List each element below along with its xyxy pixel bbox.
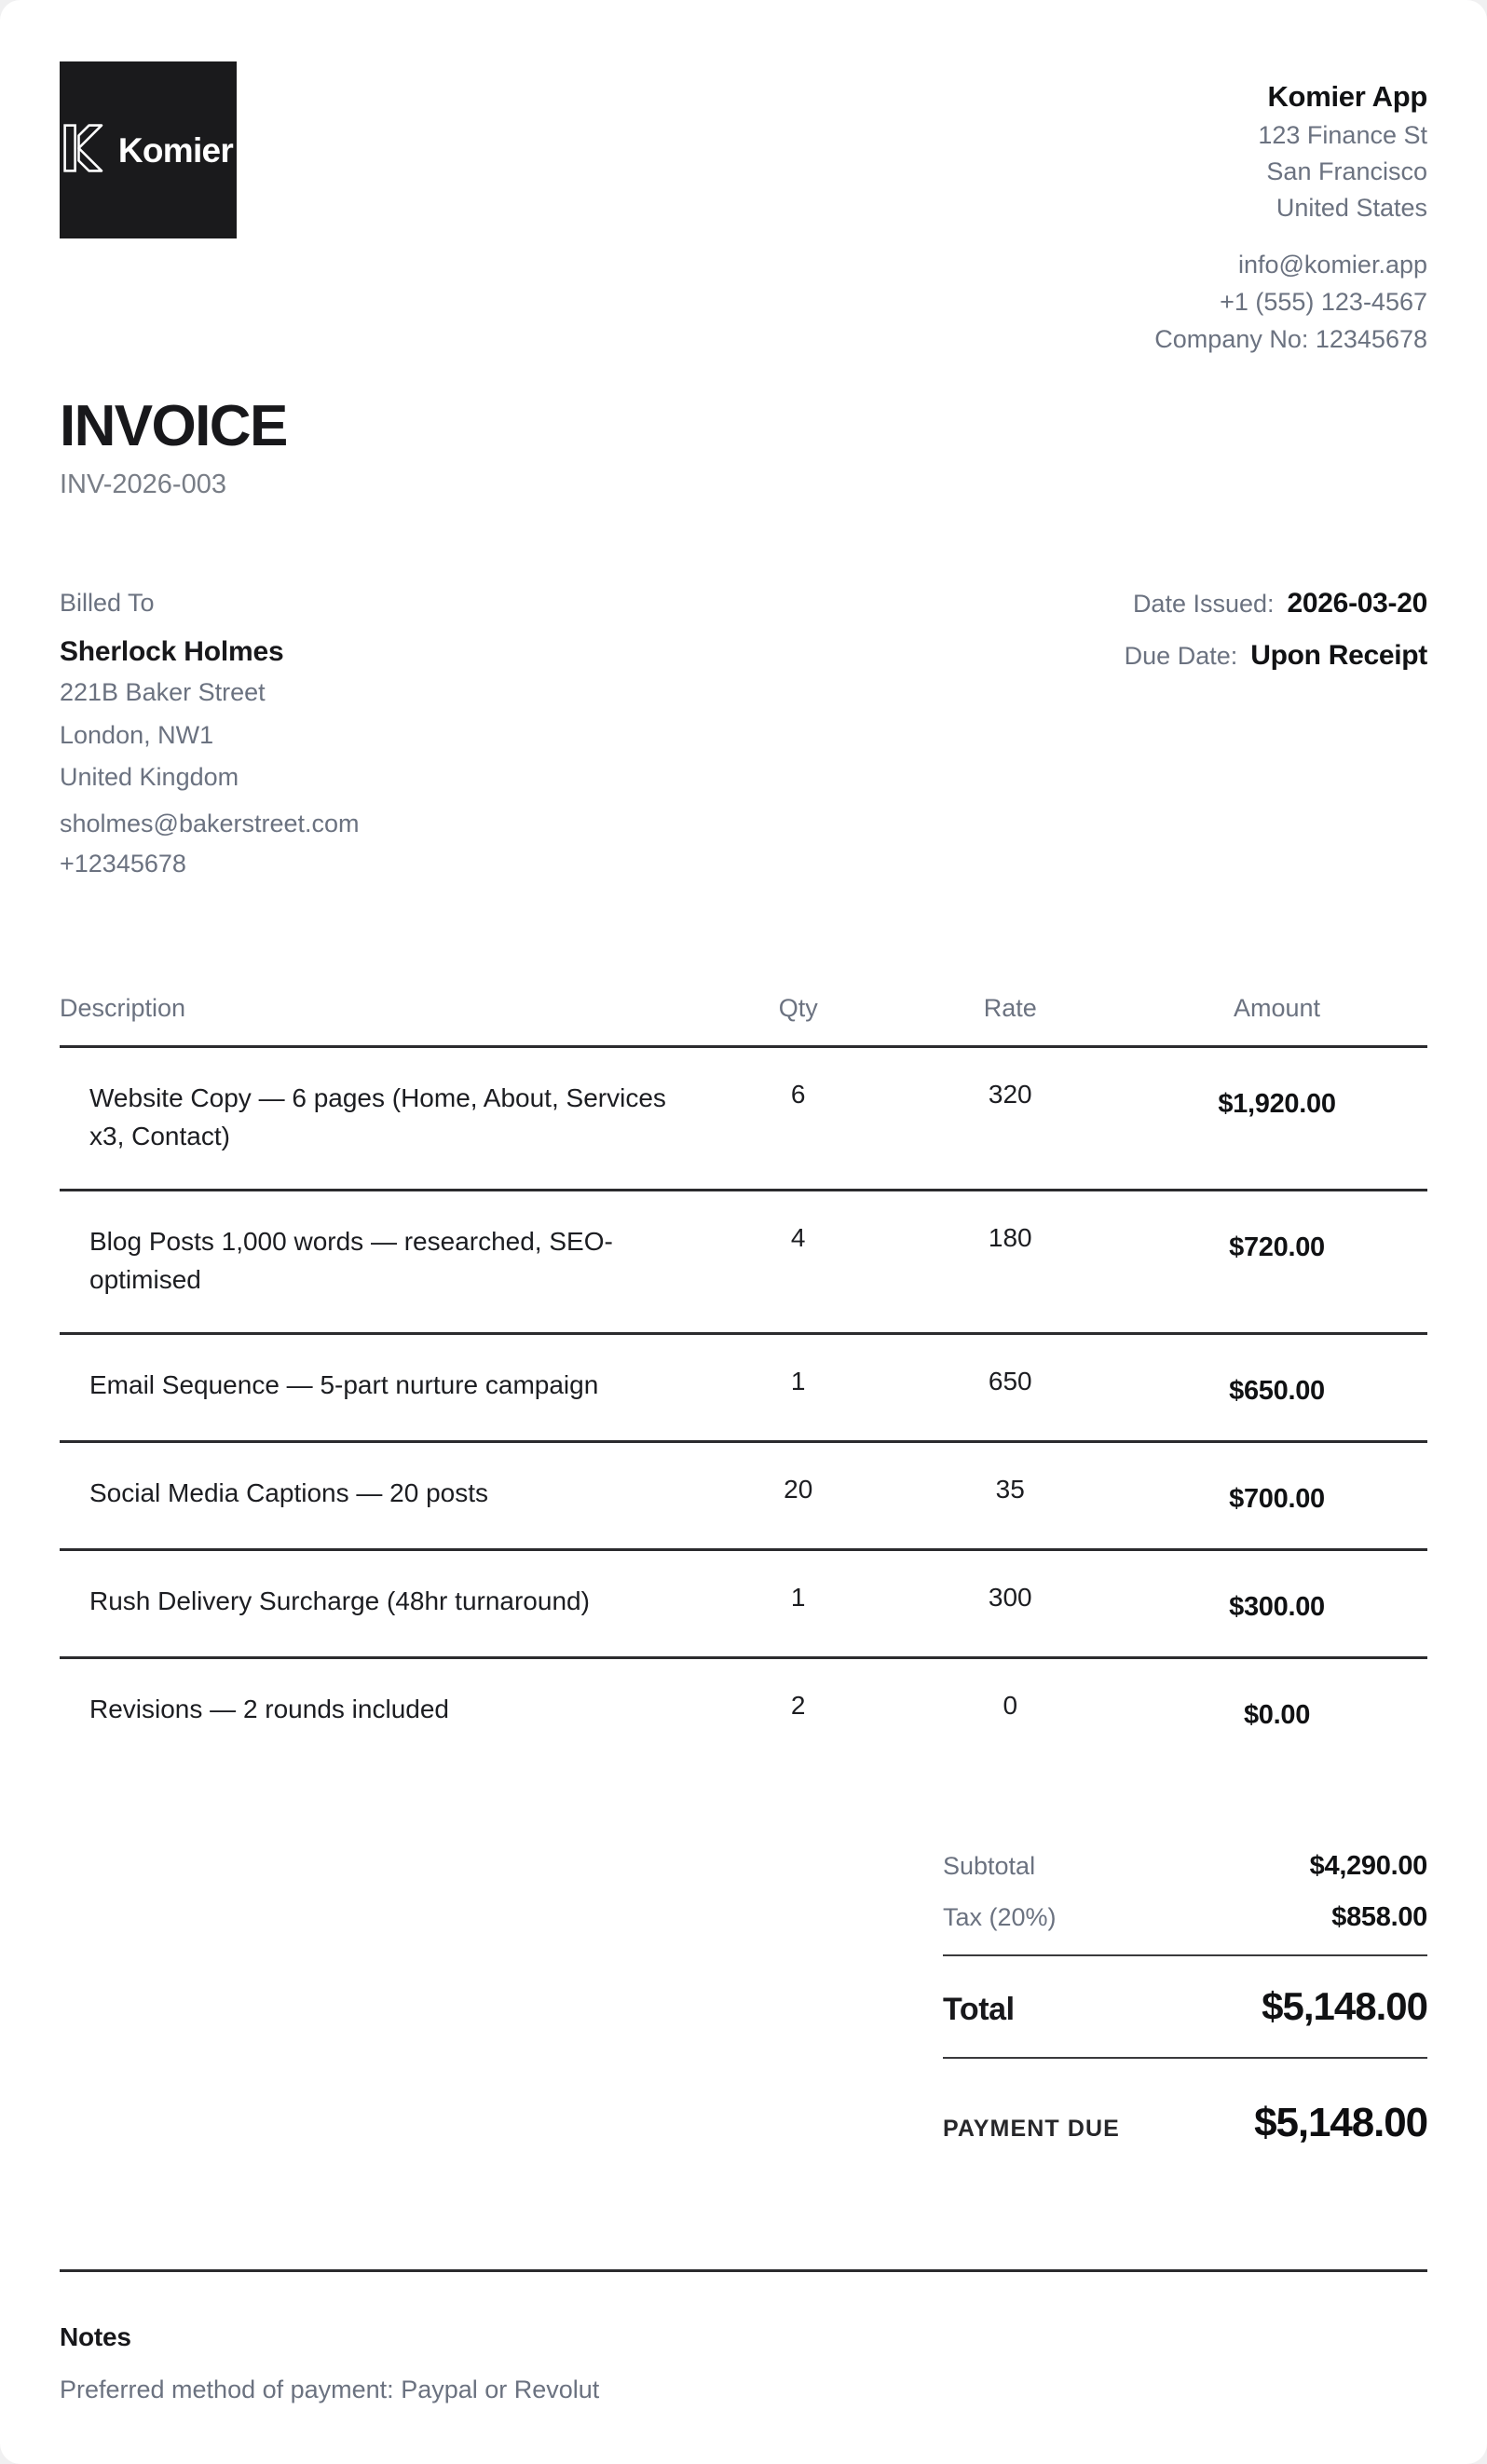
item-amount: $0.00	[1243, 1700, 1311, 1731]
line-items-table	[60, 994, 1427, 1764]
table-row	[60, 1334, 1427, 1442]
client-address-line-2: London, NW1	[60, 720, 214, 749]
item-qty: 1	[703, 1550, 894, 1658]
notes-section	[60, 2272, 1427, 2464]
client-address-line-1: 221B Baker Street	[60, 677, 266, 706]
notes-title: Notes	[60, 2322, 131, 2352]
client-address-line-3: United Kingdom	[60, 763, 239, 792]
client-phone: +12345678	[60, 850, 186, 878]
brand-lockup	[63, 124, 233, 177]
due-date-label: Due Date:	[1124, 642, 1238, 671]
column-header-rate: Rate	[894, 994, 1126, 1047]
line-items-section	[60, 994, 1427, 1764]
invoice-title-block	[60, 393, 1427, 501]
brand-wordmark: Komier	[117, 130, 234, 170]
company-phone: +1 (555) 123-4567	[1220, 288, 1427, 317]
payment-due-label: PAYMENT DUE	[943, 2116, 1120, 2143]
table-row	[60, 1550, 1427, 1658]
item-description: Rush Delivery Surcharge (48hr turnaround)	[60, 1550, 703, 1658]
item-qty: 6	[703, 1047, 894, 1191]
table-row	[60, 1442, 1427, 1550]
tax-value: $858.00	[1331, 1902, 1427, 1933]
column-header-amount: Amount	[1126, 994, 1427, 1047]
company-registration-number: Company No: 12345678	[1154, 324, 1427, 353]
company-email: info@komier.app	[1237, 251, 1427, 279]
item-rate: 300	[894, 1550, 1126, 1658]
page-title: INVOICE	[60, 393, 287, 458]
item-qty: 4	[703, 1191, 894, 1334]
billed-to-label: Billed To	[60, 589, 155, 618]
column-header-qty: Qty	[703, 994, 894, 1047]
company-name: Komier App	[1267, 80, 1427, 113]
totals-block	[943, 1841, 1427, 2146]
item-amount: $650.00	[1126, 1334, 1427, 1442]
totals-section	[60, 1841, 1427, 2146]
item-rate: 0	[1003, 1691, 1018, 1721]
tax-row	[943, 1892, 1427, 1943]
subtotal-row	[943, 1841, 1427, 1892]
parties-section	[60, 584, 1427, 884]
item-description: Blog Posts 1,000 words — researched, SEO-optimised	[60, 1191, 703, 1334]
company-details	[1154, 61, 1427, 359]
line-items-table-head	[60, 994, 1427, 1047]
company-address-line-1: 123 Finance St	[1258, 121, 1427, 150]
total-row	[943, 1956, 1427, 2059]
date-issued-value: 2026-03-20	[1287, 588, 1427, 619]
table-row	[60, 1191, 1427, 1334]
item-rate: 180	[894, 1191, 1126, 1334]
item-rate: 35	[894, 1442, 1126, 1550]
company-address-line-3: United States	[1276, 194, 1427, 223]
tax-label: Tax (20%)	[943, 1903, 1057, 1932]
item-rate: 320	[894, 1047, 1126, 1191]
date-issued-label: Date Issued:	[1132, 590, 1275, 619]
table-header-row	[60, 994, 1427, 1047]
subtotal-value: $4,290.00	[1309, 1851, 1427, 1882]
total-label: Total	[943, 1992, 1015, 2028]
item-amount: $720.00	[1126, 1191, 1427, 1334]
komier-k-logo-icon	[63, 124, 106, 177]
item-qty: 2	[790, 1691, 806, 1721]
client-email: sholmes@bakerstreet.com	[60, 810, 360, 838]
date-issued-row	[1125, 588, 1427, 619]
subtotal-label: Subtotal	[943, 1852, 1036, 1881]
table-row	[60, 1658, 1427, 1765]
table-row	[60, 1047, 1427, 1191]
column-header-description: Description	[60, 994, 703, 1047]
item-description: Website Copy — 6 pages (Home, About, Services x3, Contact)	[60, 1047, 703, 1191]
invoice-number: INV-2026-003	[60, 469, 226, 499]
item-description: Email Sequence — 5-part nurture campaign	[60, 1334, 703, 1442]
notes-body: Preferred method of payment: Paypal or Revolut	[60, 2376, 600, 2404]
item-amount: $700.00	[1126, 1442, 1427, 1550]
line-items-table-body	[60, 1047, 1427, 1765]
due-date-row	[1125, 640, 1427, 672]
client-name: Sherlock Holmes	[60, 635, 284, 667]
item-amount: $1,920.00	[1126, 1047, 1427, 1191]
brand-logo-block	[60, 61, 237, 238]
item-qty: 1	[703, 1334, 894, 1442]
payment-due-row	[943, 2059, 1427, 2146]
company-address-line-2: San Francisco	[1266, 157, 1427, 186]
invoice-header	[60, 61, 1427, 359]
billed-to-block	[60, 584, 360, 884]
invoice-meta-block	[1125, 584, 1427, 692]
item-qty: 20	[703, 1442, 894, 1550]
item-description: Social Media Captions — 20 posts	[60, 1442, 703, 1550]
client-contact-group	[60, 805, 360, 884]
company-contact-group	[1154, 247, 1427, 358]
total-value: $5,148.00	[1262, 1984, 1427, 2029]
item-rate: 650	[894, 1334, 1126, 1442]
item-amount: $300.00	[1126, 1550, 1427, 1658]
item-description: Revisions — 2 rounds included	[89, 1695, 449, 1724]
due-date-value: Upon Receipt	[1250, 640, 1427, 672]
payment-due-value: $5,148.00	[1254, 2100, 1427, 2146]
